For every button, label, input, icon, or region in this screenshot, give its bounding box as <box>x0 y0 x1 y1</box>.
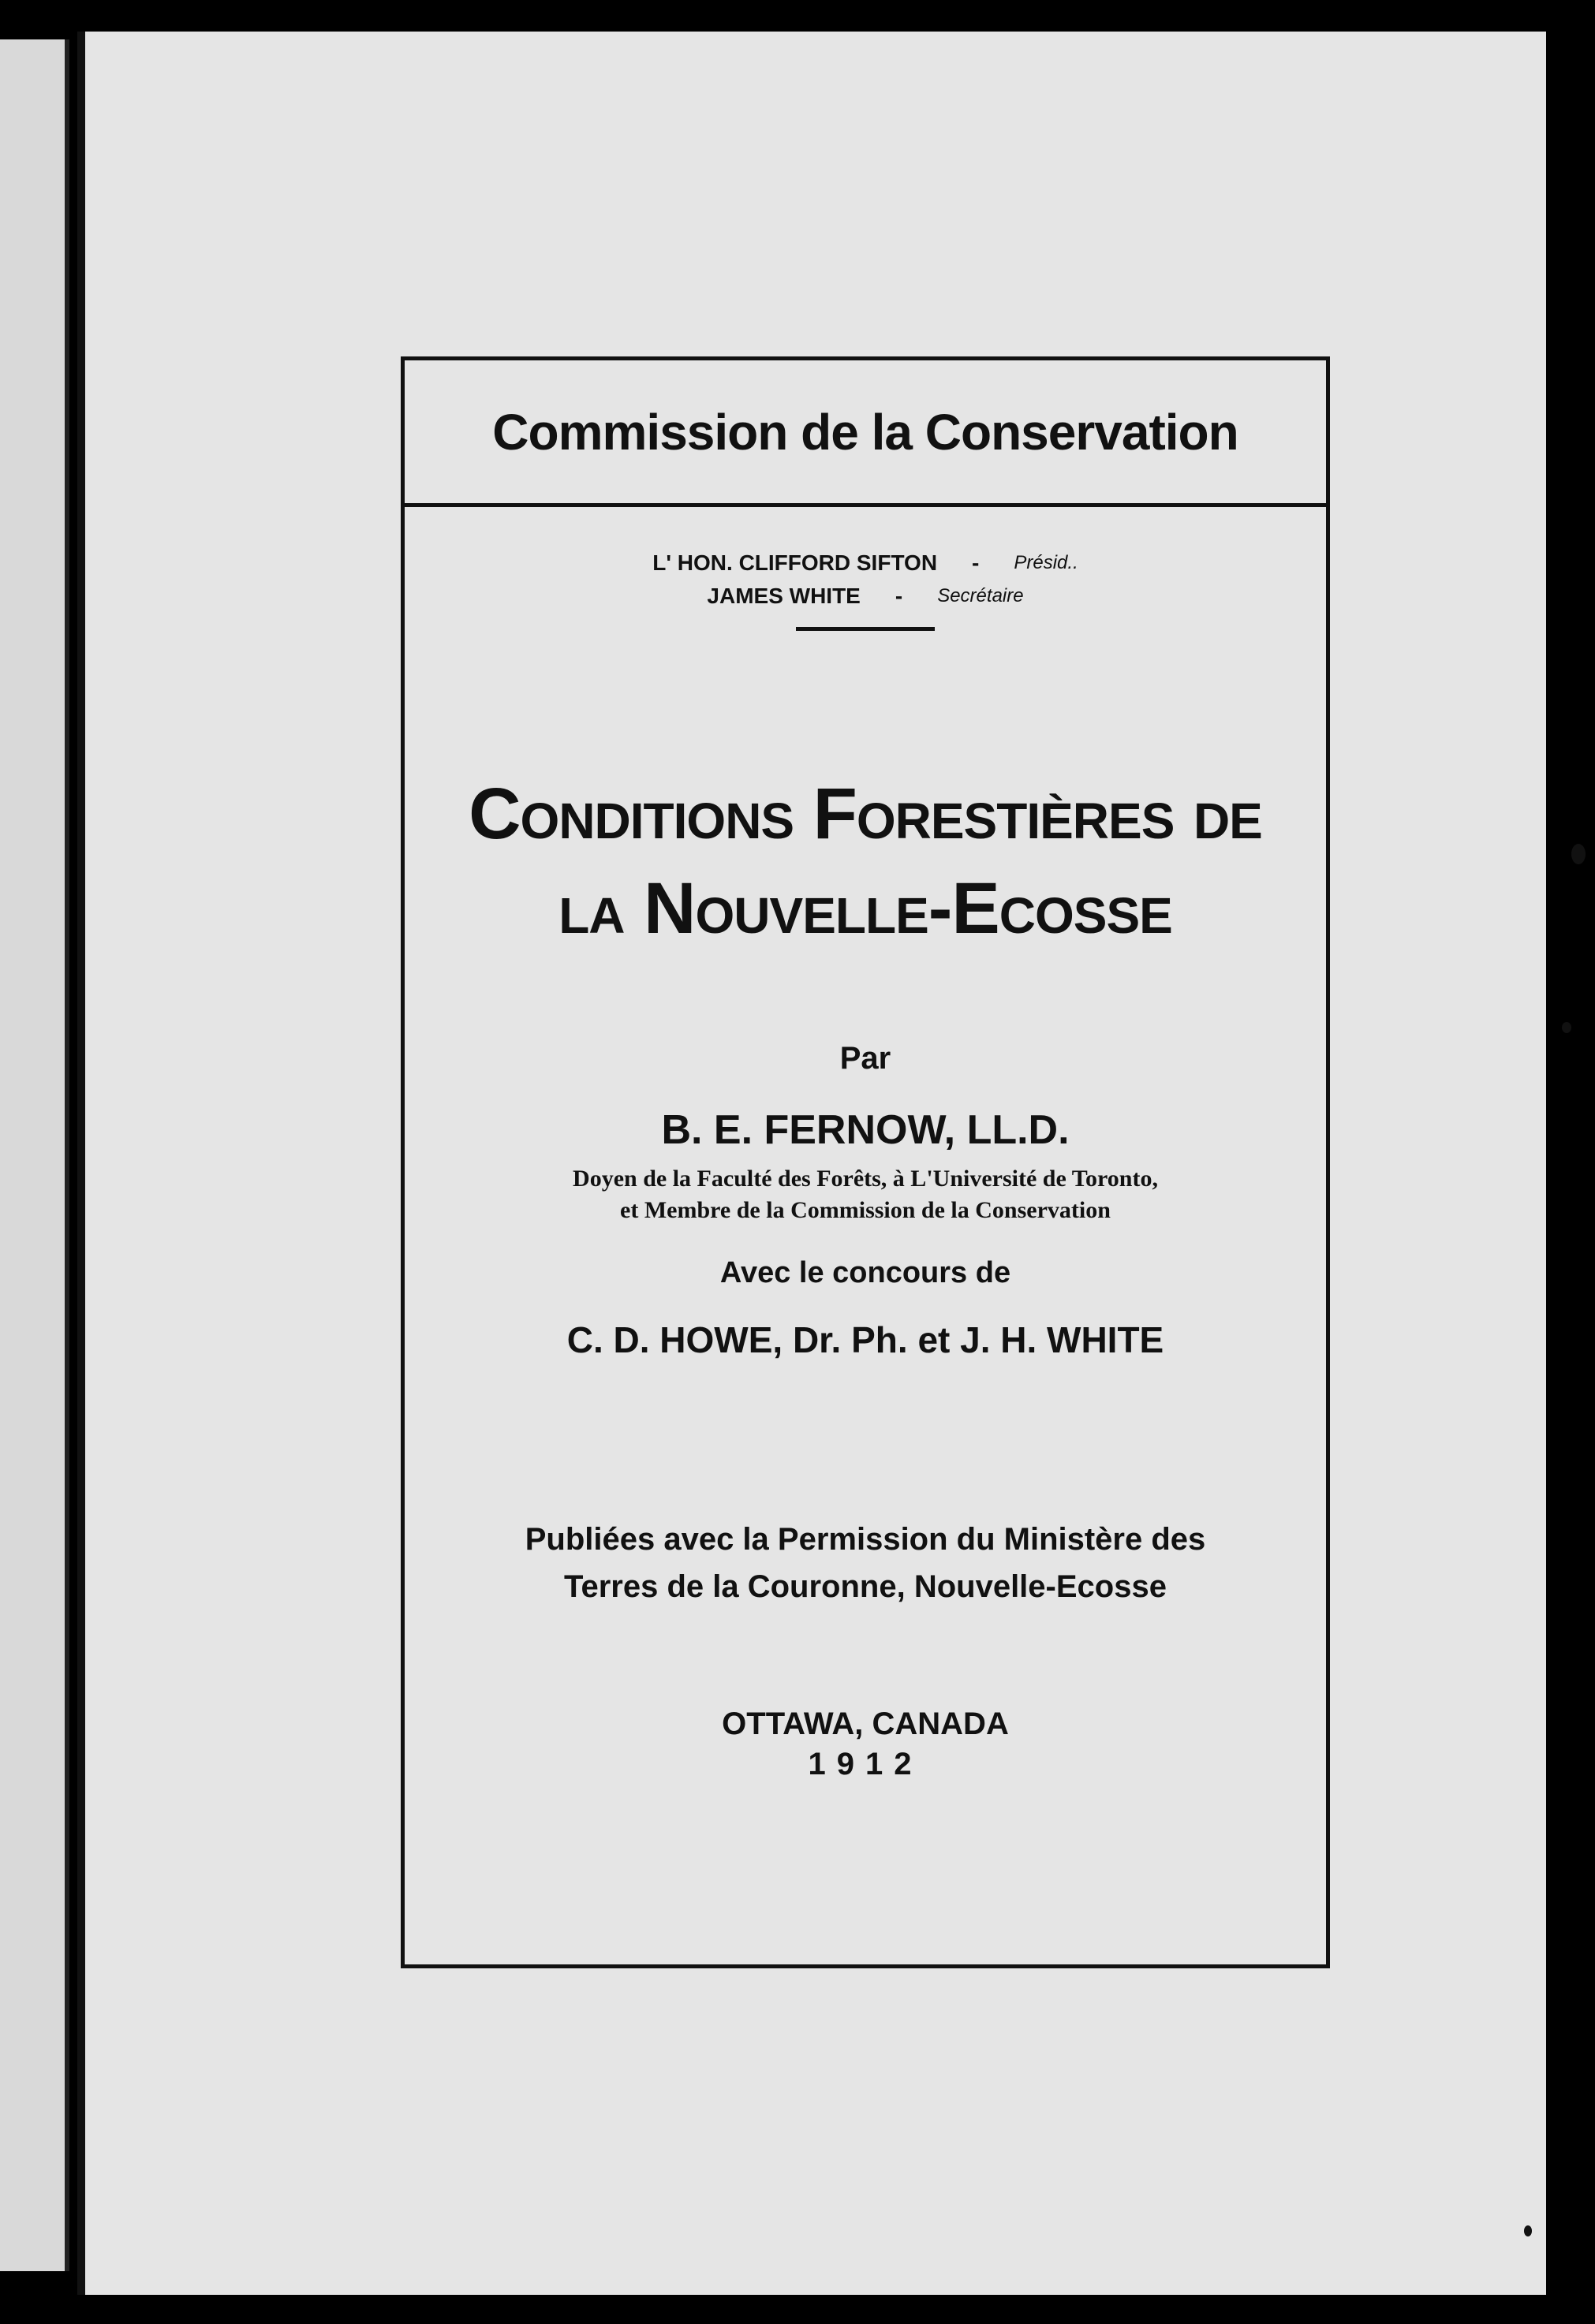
collaboration-label: Avec le concours de <box>719 1256 1011 1289</box>
imprint-year: 1912 <box>808 1747 923 1781</box>
document-title <box>405 767 1326 956</box>
officer-row <box>405 546 1326 580</box>
officer-separator: - <box>895 584 903 608</box>
officer-name: L' HON. CLIFFORD SIFTON <box>652 550 938 575</box>
title-frame <box>401 356 1330 1968</box>
publication-line-2: Terres de la Couronne, Nouvelle-Ecosse <box>564 1569 1167 1604</box>
page-spine-line <box>65 39 69 2271</box>
officers-divider <box>796 627 935 631</box>
officer-name: JAMES WHITE <box>707 584 861 608</box>
scan-speck <box>1571 844 1586 864</box>
affiliation-line-2: et Membre de la Commission de la Conservation <box>620 1197 1111 1223</box>
publication-line-1: Publiées avec la Permission du Ministère des <box>525 1522 1206 1557</box>
scan-speck <box>1524 2225 1532 2236</box>
organization-name: Commission de la Conservation <box>492 403 1238 461</box>
affiliation-line-1: Doyen de la Faculté des Forêts, à L'Université de Toronto, <box>573 1166 1158 1192</box>
officers-list <box>405 546 1326 631</box>
publication-note <box>405 1516 1326 1610</box>
title-line-2: la Nouvelle-Ecosse <box>558 868 1172 949</box>
officer-role: Secrétaire <box>937 585 1024 606</box>
title-page <box>77 32 1546 2295</box>
by-label: Par <box>839 1041 891 1076</box>
officer-row <box>405 580 1326 613</box>
imprint-place: OTTAWA, CANADA <box>722 1707 1009 1741</box>
author-name: B. E. FERNOW, LL.D. <box>661 1107 1070 1153</box>
scan-speck <box>1562 1022 1571 1033</box>
officer-role: Présid.. <box>1014 552 1078 573</box>
officer-separator: - <box>972 550 980 575</box>
previous-page-edge <box>0 39 69 2271</box>
coauthor-names: C. D. HOWE, Dr. Ph. et J. H. WHITE <box>566 1319 1164 1360</box>
author-affiliation <box>405 1163 1326 1226</box>
frame-header <box>405 360 1326 507</box>
title-line-1: Conditions Forestières de <box>469 774 1262 854</box>
